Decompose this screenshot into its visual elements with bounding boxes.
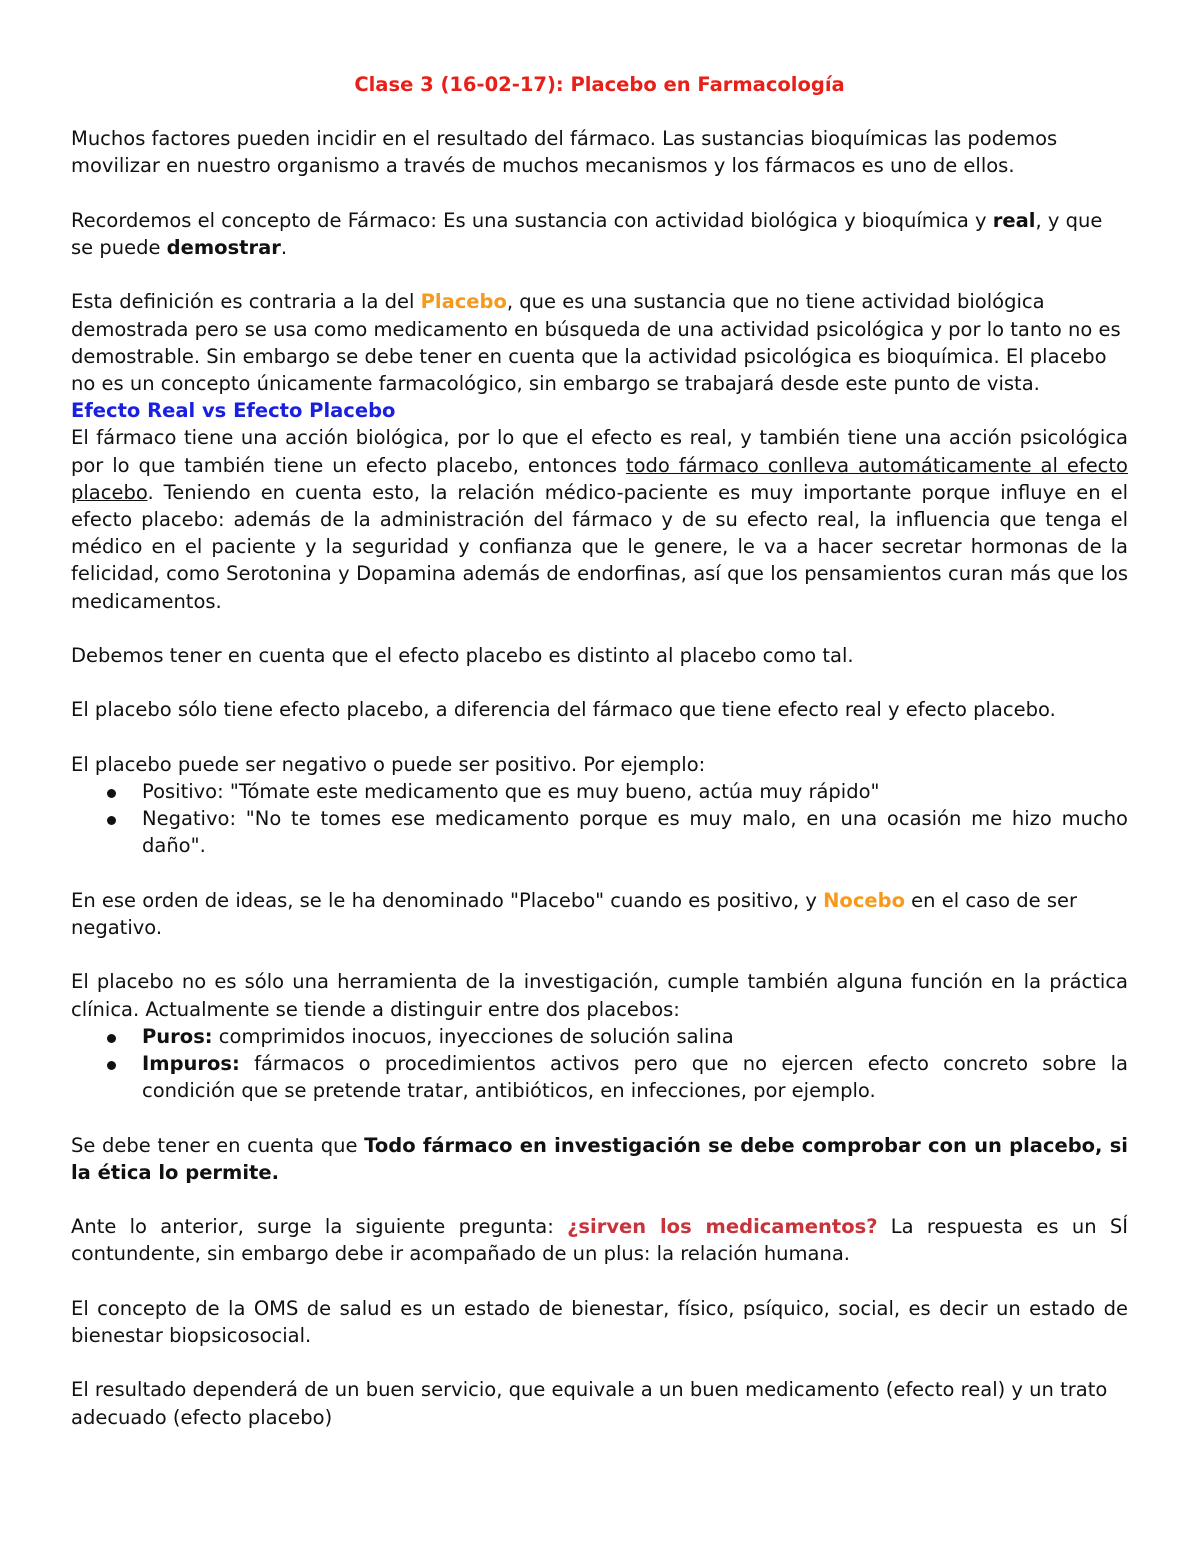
paragraph-oms: El concepto de la OMS de salud es un estado de bienestar, físico, psíquico, social, es decir un estado de bienestar biopsicosocial.	[71, 1296, 1128, 1347]
paragraph-question: Ante lo anterior, surge la siguiente pregunta: ¿sirven los medicamentos? La respuesta es un SÍ contundente, sin embargo debe ir acompañado de un plus: la relación humana.	[71, 1215, 1128, 1266]
section-heading-efecto-real: Efecto Real vs Efecto Placebo	[71, 399, 396, 423]
highlight-nocebo: Nocebo	[823, 888, 905, 912]
list-item-puros: Puros: comprimidos inocuos, inyecciones de solución salina	[71, 1023, 1128, 1050]
paragraph-factors: Muchos factores pueden incidir en el resultado del fármaco. Las sustancias bioquímicas las podemos movilizar en nuestro organismo a través de muchos mecanismos y los fármacos es uno de ellos.	[71, 127, 1058, 178]
paragraph-investigation-rule: Se debe tener en cuenta que Todo fármaco en investigación se debe comprobar con un placebo, si la ética lo permite.	[71, 1133, 1128, 1184]
underlined-statement: todo fármaco conlleva automáticamente al efecto placebo	[71, 453, 1128, 504]
bullet-icon	[107, 789, 116, 798]
document-title: Clase 3 (16-02-17): Placebo en Farmacología	[354, 73, 845, 96]
bold-rule: Todo fármaco en investigación se debe comprobar con un placebo, si la ética lo permite.	[71, 1133, 1128, 1184]
bullet-icon	[107, 816, 116, 825]
list-item-positive: Positivo: "Tómate este medicamento que es muy bueno, actúa muy rápido"	[71, 778, 1128, 805]
list-item-negative: Negativo: "No te tomes ese medicamento porque es muy malo, en una ocasión me hizo mucho daño".	[71, 805, 1128, 859]
highlight-placebo: Placebo	[420, 290, 507, 314]
list-examples	[71, 778, 1128, 860]
paragraph-clinical-practice: El placebo no es sólo una herramienta de la investigación, cumple también alguna función en la práctica clínica. Actualmente se tiende a distinguir entre dos placebos:	[71, 970, 1128, 1021]
paragraph-only-placebo: El placebo sólo tiene efecto placebo, a diferencia del fármaco que tiene efecto real y efecto placebo.	[71, 698, 1056, 722]
paragraph-distinction: Debemos tener en cuenta que el efecto placebo es distinto al placebo como tal.	[71, 644, 854, 667]
paragraph-drug-concept: Recordemos el concepto de Fármaco: Es una sustancia con actividad biológica y bioquímica y real, y que se puede demostrar.	[71, 208, 1103, 259]
list-item-impuros: Impuros: fármacos o procedimientos activos pero que no ejercen efecto concreto sobre la condición que se pretende tratar, antibióticos, en infecciones, por ejemplo.	[71, 1050, 1128, 1104]
bullet-icon	[107, 1061, 116, 1070]
bold-real: real	[992, 208, 1036, 232]
paragraph-positive-negative: El placebo puede ser negativo o puede ser positivo. Por ejemplo:	[71, 752, 706, 776]
bold-demostrar: demostrar	[166, 235, 281, 259]
paragraph-result: El resultado dependerá de un buen servicio, que equivale a un buen medicamento (efecto real) y un trato adecuado (efecto placebo)	[71, 1378, 1108, 1429]
list-placebo-types	[71, 1023, 1128, 1105]
paragraph-nocebo: En ese orden de ideas, se le ha denominado "Placebo" cuando es positivo, y Nocebo en el caso de ser negativo.	[71, 888, 1078, 939]
paragraph-placebo-definition: Esta definición es contraria a la del Placebo, que es una sustancia que no tiene actividad biológica demostrada pero se usa como medicamento en búsqueda de una actividad psicológica y por lo tanto no es demostrable. Sin embargo se debe tener en cuenta que la actividad psicológica es bioquímica. El placebo no es un concepto únicamente farmacológico, sin embargo se trabajará desde este punto de vista.	[71, 290, 1121, 395]
document-page	[71, 71, 1128, 1431]
highlight-question: ¿sirven los medicamentos?	[567, 1215, 878, 1239]
bullet-icon	[107, 1034, 116, 1043]
paragraph-efecto-real: El fármaco tiene una acción biológica, por lo que el efecto es real, y también tiene una acción psicológica por lo que también tiene un efecto placebo, entonces todo fármaco conlleva automáticamente al efecto placebo. Teniendo en cuenta esto, la relación médico-paciente es muy importante porque influye en el efecto placebo: además de la administración del fármaco y de su efecto real, la influencia que tenga el médico en el paciente y la seguridad y confianza que le genere, le va a hacer secretar hormonas de la felicidad, como Serotonina y Dopamina además de endorfinas, así que los pensamientos curan más que los medicamentos.	[71, 426, 1128, 613]
